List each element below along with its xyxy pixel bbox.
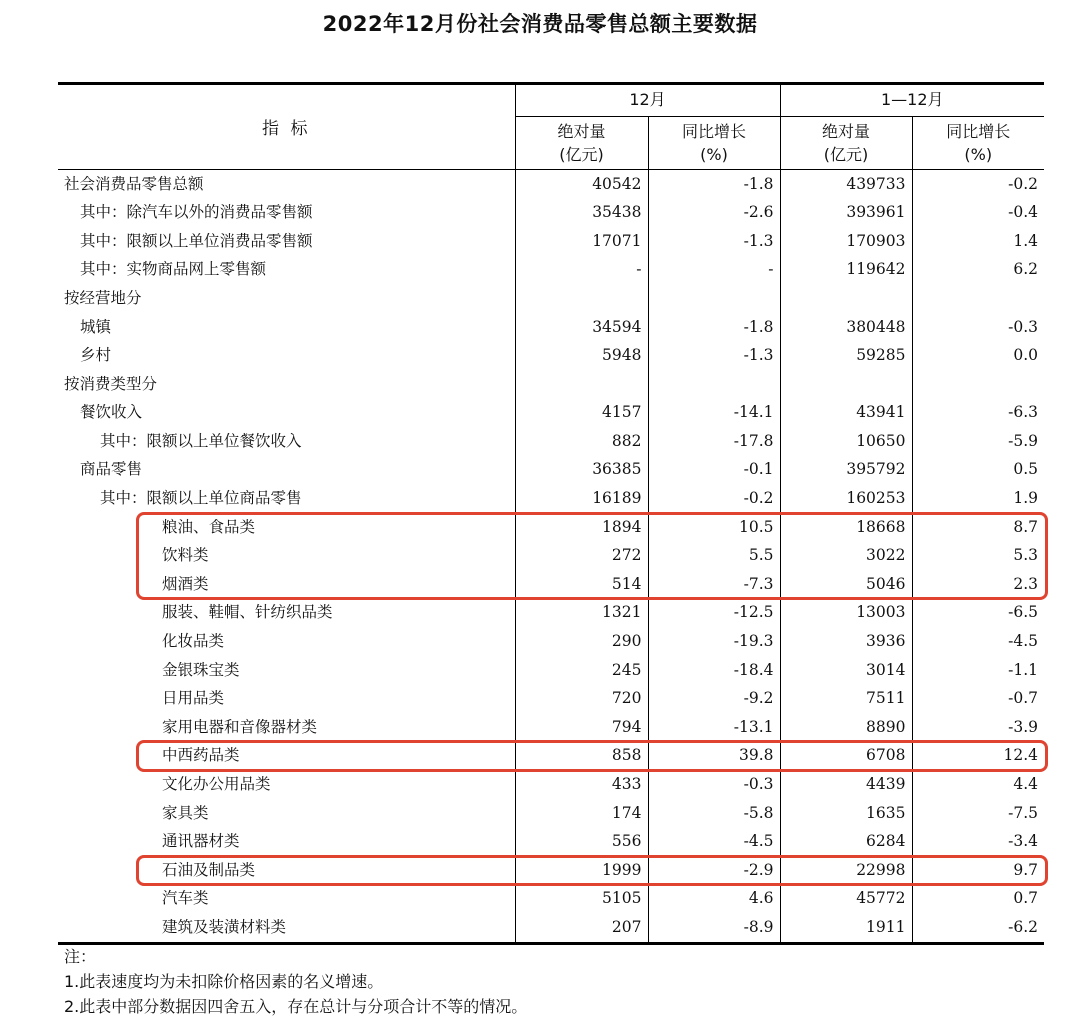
table-row <box>58 169 1044 198</box>
row-label: 日用品类 <box>58 684 515 713</box>
cell-dec-abs: 433 <box>515 770 648 799</box>
table-row <box>58 627 1044 656</box>
cell-dec-yoy: -5.8 <box>648 799 780 828</box>
cell-dec-abs: 794 <box>515 713 648 742</box>
row-label: 其中：限额以上单位餐饮收入 <box>58 427 515 456</box>
cell-dec-yoy: -2.9 <box>648 856 780 885</box>
cell-dec-yoy: 4.6 <box>648 884 780 913</box>
cell-ytd-abs: 6284 <box>780 827 912 856</box>
notes <box>64 944 527 1019</box>
cell-ytd-abs: 1635 <box>780 799 912 828</box>
table-row <box>58 312 1044 341</box>
cell-dec-abs: 1999 <box>515 856 648 885</box>
cell-dec-yoy: -1.3 <box>648 227 780 256</box>
cell-ytd-abs: 3022 <box>780 541 912 570</box>
cell-dec-abs: 34594 <box>515 312 648 341</box>
row-label: 社会消费品零售总额 <box>58 169 515 198</box>
cell-ytd-abs: 59285 <box>780 341 912 370</box>
row-label: 中西药品类 <box>58 741 515 770</box>
cell-dec-yoy <box>648 370 780 399</box>
table-row <box>58 713 1044 742</box>
cell-ytd-yoy: 4.4 <box>1013 775 1039 794</box>
highlight-box <box>136 855 1048 887</box>
cell-ytd-yoy: 0.7 <box>1013 889 1039 908</box>
cell-ytd-yoy: 5.3 <box>1013 546 1039 565</box>
cell-ytd-abs: 6708 <box>780 741 912 770</box>
cell-ytd-yoy: 12.4 <box>1003 746 1039 765</box>
cell-ytd-abs: 160253 <box>780 484 912 513</box>
row-label: 化妆品类 <box>58 627 515 656</box>
ytd-yoy-header <box>912 116 1044 169</box>
cell-dec-yoy: -13.1 <box>648 713 780 742</box>
cell-dec-yoy: -8.9 <box>648 913 780 943</box>
cell-ytd-yoy: 9.7 <box>1013 860 1039 879</box>
notes-heading: 注： <box>64 947 97 966</box>
cell-ytd-abs: 13003 <box>780 598 912 627</box>
dec-yoy-header <box>648 116 780 169</box>
cell-ytd-yoy: -5.9 <box>1008 431 1039 450</box>
row-label: 其中：限额以上单位消费品零售额 <box>58 227 515 256</box>
table-row <box>58 684 1044 713</box>
cell-ytd-abs: 5046 <box>780 570 912 599</box>
period-dec-header: 12月 <box>515 84 780 117</box>
cell-ytd-yoy: -0.4 <box>1008 203 1039 222</box>
row-label: 其中：除汽车以外的消费品零售额 <box>58 198 515 227</box>
row-label: 按经营地分 <box>58 284 515 313</box>
table-header <box>58 84 1044 170</box>
row-label: 汽车类 <box>58 884 515 913</box>
cell-ytd-abs: 18668 <box>780 513 912 542</box>
cell-dec-yoy: -2.6 <box>648 198 780 227</box>
cell-ytd-abs: 1911 <box>780 913 912 943</box>
cell-dec-abs: 207 <box>515 913 648 943</box>
cell-ytd-yoy: 1.4 <box>1013 231 1039 250</box>
yoy-unit: (%) <box>700 144 728 164</box>
period-ytd-header: 1—12月 <box>780 84 1044 117</box>
yoy-unit: (%) <box>964 144 993 164</box>
table-row <box>58 341 1044 370</box>
cell-dec-abs: 17071 <box>515 227 648 256</box>
cell-dec-yoy: -0.2 <box>648 484 780 513</box>
cell-dec-abs: 5948 <box>515 341 648 370</box>
cell-dec-abs: 5105 <box>515 884 648 913</box>
row-label: 商品零售 <box>58 455 515 484</box>
cell-dec-abs: 36385 <box>515 455 648 484</box>
row-label: 金银珠宝类 <box>58 656 515 685</box>
cell-dec-yoy: 10.5 <box>648 513 780 542</box>
abs-label: 绝对量 <box>557 121 606 141</box>
cell-ytd-yoy: -6.5 <box>1008 603 1039 622</box>
row-label: 文化办公用品类 <box>58 770 515 799</box>
cell-ytd-yoy: 1.9 <box>1013 489 1039 508</box>
cell-dec-yoy: -4.5 <box>648 827 780 856</box>
cell-ytd-yoy: 2.3 <box>1013 574 1039 593</box>
row-label: 乡村 <box>58 341 515 370</box>
cell-ytd-abs <box>780 284 912 313</box>
cell-ytd-yoy <box>912 284 1044 313</box>
row-label: 建筑及装潢材料类 <box>58 913 515 943</box>
abs-unit: (亿元) <box>823 144 869 164</box>
table-row <box>58 827 1044 856</box>
row-label: 城镇 <box>58 312 515 341</box>
cell-ytd-yoy: -1.1 <box>1008 660 1039 679</box>
cell-ytd-yoy: -6.3 <box>1008 403 1039 422</box>
table-row <box>58 884 1044 913</box>
cell-dec-abs: 1894 <box>515 513 648 542</box>
cell-ytd-yoy: -4.5 <box>1008 632 1039 651</box>
row-label: 家具类 <box>58 799 515 828</box>
cell-dec-abs: 245 <box>515 656 648 685</box>
cell-ytd-abs: 380448 <box>780 312 912 341</box>
cell-dec-yoy: -0.1 <box>648 455 780 484</box>
yoy-label: 同比增长 <box>681 121 746 141</box>
cell-ytd-abs: 395792 <box>780 455 912 484</box>
cell-dec-abs <box>515 284 648 313</box>
highlight-box <box>136 740 1048 772</box>
row-label: 石油及制品类 <box>58 856 515 885</box>
row-label: 烟酒类 <box>58 570 515 599</box>
cell-ytd-abs: 43941 <box>780 398 912 427</box>
cell-dec-yoy: -1.8 <box>648 169 780 198</box>
row-label: 饮料类 <box>58 541 515 570</box>
cell-dec-yoy: -14.1 <box>648 398 780 427</box>
row-label: 通讯器材类 <box>58 827 515 856</box>
cell-dec-abs: 35438 <box>515 198 648 227</box>
cell-dec-yoy: -9.2 <box>648 684 780 713</box>
table-row <box>58 370 1044 399</box>
cell-dec-yoy: 39.8 <box>648 741 780 770</box>
cell-dec-abs: 556 <box>515 827 648 856</box>
cell-dec-abs: 720 <box>515 684 648 713</box>
cell-ytd-yoy: 0.0 <box>1013 346 1039 365</box>
note-item: 2.此表中部分数据因四舍五入，存在总计与分项合计不等的情况。 <box>64 997 528 1016</box>
cell-ytd-yoy: -0.3 <box>1008 317 1039 336</box>
dec-abs-header <box>515 116 648 169</box>
cell-dec-abs: 882 <box>515 427 648 456</box>
cell-dec-abs: 514 <box>515 570 648 599</box>
cell-ytd-yoy: -7.5 <box>1008 803 1039 822</box>
table-row <box>58 198 1044 227</box>
row-label: 粮油、食品类 <box>58 513 515 542</box>
cell-ytd-abs: 7511 <box>780 684 912 713</box>
cell-dec-abs: 1321 <box>515 598 648 627</box>
cell-dec-abs: 858 <box>515 741 648 770</box>
cell-ytd-yoy <box>912 370 1044 399</box>
cell-dec-yoy: -18.4 <box>648 656 780 685</box>
cell-dec-yoy: -12.5 <box>648 598 780 627</box>
table-row <box>58 656 1044 685</box>
cell-dec-abs: 40542 <box>515 169 648 198</box>
table-row <box>58 255 1044 284</box>
cell-dec-abs: 272 <box>515 541 648 570</box>
cell-ytd-abs: 393961 <box>780 198 912 227</box>
cell-dec-yoy: 5.5 <box>648 541 780 570</box>
cell-ytd-abs: 10650 <box>780 427 912 456</box>
cell-ytd-abs: 4439 <box>780 770 912 799</box>
abs-label: 绝对量 <box>821 121 870 141</box>
cell-dec-yoy <box>648 284 780 313</box>
cell-dec-yoy: - <box>648 255 780 284</box>
cell-dec-abs: - <box>515 255 648 284</box>
row-label: 按消费类型分 <box>58 370 515 399</box>
table-row <box>58 799 1044 828</box>
cell-dec-yoy: -17.8 <box>648 427 780 456</box>
indicator-header: 指 标 <box>58 84 515 170</box>
cell-dec-abs: 290 <box>515 627 648 656</box>
cell-dec-abs: 16189 <box>515 484 648 513</box>
cell-ytd-yoy: 0.5 <box>1013 460 1039 479</box>
row-label: 其中：限额以上单位商品零售 <box>58 484 515 513</box>
cell-ytd-abs: 8890 <box>780 713 912 742</box>
cell-ytd-yoy: -6.2 <box>912 913 1044 943</box>
cell-dec-yoy: -0.3 <box>648 770 780 799</box>
cell-dec-yoy: -7.3 <box>648 570 780 599</box>
row-label: 餐饮收入 <box>58 398 515 427</box>
cell-dec-yoy: -19.3 <box>648 627 780 656</box>
row-label: 家用电器和音像器材类 <box>58 713 515 742</box>
table-row <box>58 598 1044 627</box>
table-row <box>58 427 1044 456</box>
table-row <box>58 913 1044 943</box>
abs-unit: (亿元) <box>559 144 604 164</box>
yoy-label: 同比增长 <box>946 121 1011 141</box>
table-row <box>58 770 1044 799</box>
cell-ytd-yoy: -3.9 <box>1008 717 1039 736</box>
cell-ytd-yoy: -3.4 <box>1008 832 1039 851</box>
ytd-abs-header <box>780 116 912 169</box>
cell-ytd-abs: 3936 <box>780 627 912 656</box>
row-label: 其中：实物商品网上零售额 <box>58 255 515 284</box>
cell-ytd-yoy: 6.2 <box>1013 260 1039 279</box>
cell-ytd-yoy: -0.2 <box>1008 174 1039 193</box>
table-row <box>58 455 1044 484</box>
cell-dec-abs: 4157 <box>515 398 648 427</box>
table-row <box>58 284 1044 313</box>
table-row <box>58 484 1044 513</box>
cell-ytd-abs: 439733 <box>780 169 912 198</box>
note-item: 1.此表速度均为未扣除价格因素的名义增速。 <box>64 972 384 991</box>
cell-dec-abs: 174 <box>515 799 648 828</box>
cell-ytd-abs: 22998 <box>780 856 912 885</box>
table-row <box>58 227 1044 256</box>
cell-ytd-abs: 170903 <box>780 227 912 256</box>
cell-ytd-abs: 45772 <box>780 884 912 913</box>
cell-dec-yoy: -1.8 <box>648 312 780 341</box>
document-title: 2022年12月份社会消费品零售总额主要数据 <box>322 12 758 36</box>
cell-ytd-yoy: -0.7 <box>1008 689 1039 708</box>
cell-ytd-abs: 119642 <box>780 255 912 284</box>
cell-dec-yoy: -1.3 <box>648 341 780 370</box>
row-label: 服装、鞋帽、针纺织品类 <box>58 598 515 627</box>
table-row <box>58 398 1044 427</box>
cell-dec-abs <box>515 370 648 399</box>
highlight-box <box>136 512 1048 601</box>
cell-ytd-yoy: 8.7 <box>1013 517 1039 536</box>
cell-ytd-abs: 3014 <box>780 656 912 685</box>
cell-ytd-abs <box>780 370 912 399</box>
